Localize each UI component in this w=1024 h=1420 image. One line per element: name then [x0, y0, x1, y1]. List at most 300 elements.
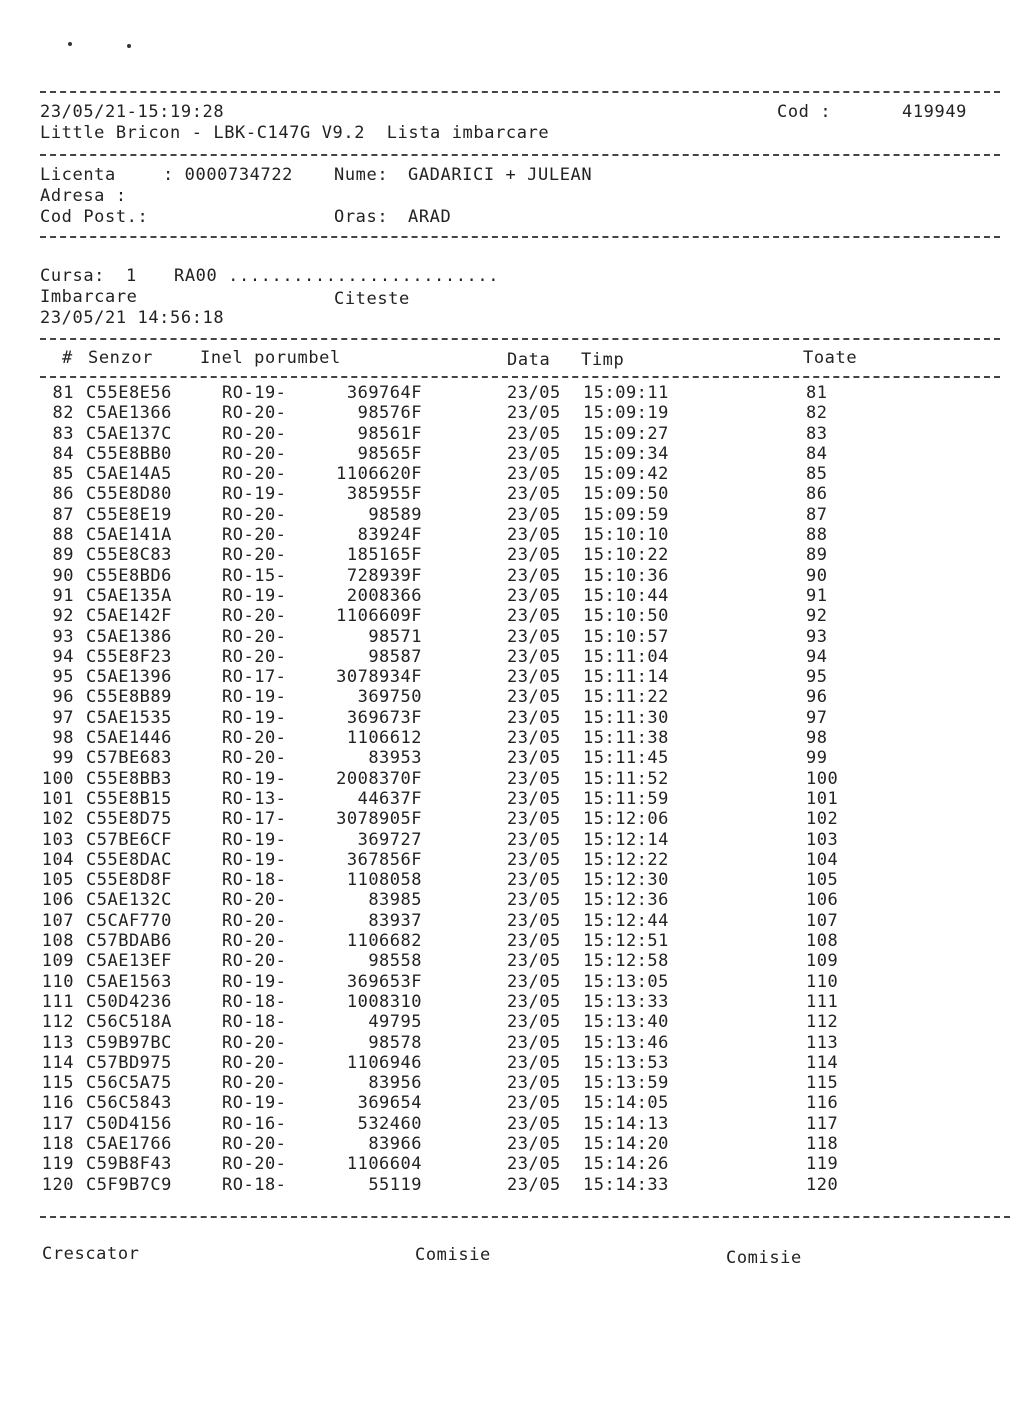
arrival-date: 23/05	[507, 1093, 561, 1114]
arrival-time: 15:11:14	[583, 667, 669, 688]
arrival-date: 23/05	[507, 525, 561, 546]
ring-prefix: RO-19-	[222, 768, 287, 789]
row-number: 114	[41, 1052, 74, 1073]
arrival-date: 23/05	[507, 626, 561, 647]
arrivals-table	[0, 383, 1024, 1195]
sensor-id: C55E8D8F	[86, 870, 172, 891]
arrival-time: 15:10:36	[583, 565, 669, 586]
signature-crescator-label: Crescator	[42, 1244, 140, 1264]
sensor-id: C57BD975	[86, 1052, 172, 1073]
arrival-time: 15:12:36	[583, 890, 669, 911]
ring-number: 83956	[368, 1073, 422, 1094]
table-row	[0, 566, 1024, 586]
sensor-id: C5F9B7C9	[86, 1174, 172, 1195]
arrival-date: 23/05	[507, 464, 561, 485]
imbarcare-label: Imbarcare	[40, 287, 138, 307]
arrival-date: 23/05	[507, 829, 561, 850]
ring-number: 728939F	[346, 565, 422, 586]
ring-number: 1106620F	[336, 464, 422, 485]
table-row	[0, 444, 1024, 464]
ring-number: 2008370F	[336, 768, 422, 789]
arrival-date: 23/05	[507, 545, 561, 566]
total-count: 104	[806, 849, 839, 870]
cursa-value: 1	[126, 266, 137, 286]
ring-prefix: RO-19-	[222, 829, 287, 850]
table-row	[0, 789, 1024, 809]
arrival-time: 15:12:06	[583, 809, 669, 830]
ring-prefix: RO-19-	[222, 383, 287, 403]
total-count: 113	[806, 1032, 839, 1053]
row-number: 86	[52, 484, 74, 505]
sensor-id: C57BE683	[86, 748, 172, 769]
ring-prefix: RO-19-	[222, 484, 287, 505]
table-row	[0, 769, 1024, 789]
arrival-time: 15:10:10	[583, 525, 669, 546]
ring-number: 83966	[368, 1133, 422, 1154]
ring-prefix: RO-20-	[222, 910, 287, 931]
ring-prefix: RO-20-	[222, 423, 287, 444]
arrival-date: 23/05	[507, 565, 561, 586]
cod-value: 419949	[902, 102, 968, 122]
licenta-value: : 0000734722	[163, 165, 294, 185]
total-count: 119	[806, 1154, 839, 1175]
total-count: 100	[806, 768, 839, 789]
arrival-time: 15:10:57	[583, 626, 669, 647]
ring-prefix: RO-20-	[222, 890, 287, 911]
row-number: 82	[52, 403, 74, 424]
arrival-date: 23/05	[507, 403, 561, 424]
arrival-time: 15:14:05	[583, 1093, 669, 1114]
total-count: 96	[806, 687, 828, 708]
ring-prefix: RO-20-	[222, 1154, 287, 1175]
total-count: 99	[806, 748, 828, 769]
row-number: 105	[41, 870, 74, 891]
arrival-time: 15:14:13	[583, 1113, 669, 1134]
total-count: 93	[806, 626, 828, 647]
ring-prefix: RO-17-	[222, 809, 287, 830]
arrival-time: 15:12:14	[583, 829, 669, 850]
arrival-time: 15:13:53	[583, 1052, 669, 1073]
ring-number: 369654	[357, 1093, 422, 1114]
ring-number: 369727	[357, 829, 422, 850]
divider-owner	[40, 236, 1000, 238]
sensor-id: C57BE6CF	[86, 829, 172, 850]
arrival-date: 23/05	[507, 788, 561, 809]
ring-number: 98565F	[357, 443, 422, 464]
ring-number: 369653F	[346, 971, 422, 992]
sensor-id: C55E8BB3	[86, 768, 172, 789]
arrival-time: 15:12:58	[583, 951, 669, 972]
sensor-id: C5AE1386	[86, 626, 172, 647]
arrival-date: 23/05	[507, 991, 561, 1012]
arrival-time: 15:11:52	[583, 768, 669, 789]
ring-prefix: RO-20-	[222, 931, 287, 952]
total-count: 90	[806, 565, 828, 586]
total-count: 83	[806, 423, 828, 444]
total-count: 95	[806, 667, 828, 688]
arrival-date: 23/05	[507, 484, 561, 505]
row-number: 111	[41, 991, 74, 1012]
ring-prefix: RO-19-	[222, 1093, 287, 1114]
column-header-timp: Timp	[581, 350, 625, 370]
table-row	[0, 525, 1024, 545]
total-count: 115	[806, 1073, 839, 1094]
total-count: 89	[806, 545, 828, 566]
total-count: 97	[806, 707, 828, 728]
arrival-time: 15:10:50	[583, 606, 669, 627]
table-row	[0, 728, 1024, 748]
sensor-id: C5AE141A	[86, 525, 172, 546]
ring-prefix: RO-19-	[222, 687, 287, 708]
row-number: 112	[41, 1012, 74, 1033]
ring-prefix: RO-18-	[222, 870, 287, 891]
sensor-id: C50D4156	[86, 1113, 172, 1134]
total-count: 118	[806, 1133, 839, 1154]
column-header-num: #	[62, 348, 73, 368]
ring-prefix: RO-20-	[222, 504, 287, 525]
ring-prefix: RO-18-	[222, 1012, 287, 1033]
table-row	[0, 1114, 1024, 1134]
ring-number: 98578	[368, 1032, 422, 1053]
table-row	[0, 667, 1024, 687]
signature-comisie-label-2: Comisie	[726, 1248, 802, 1268]
row-number: 103	[41, 829, 74, 850]
row-number: 88	[52, 525, 74, 546]
row-number: 109	[41, 951, 74, 972]
cod-label: Cod :	[777, 102, 832, 122]
sensor-id: C5AE1535	[86, 707, 172, 728]
total-count: 110	[806, 971, 839, 992]
ring-number: 83985	[368, 890, 422, 911]
sensor-id: C55E8B15	[86, 788, 172, 809]
document-title: Little Bricon - LBK-C147G V9.2 Lista imbarcare	[40, 123, 550, 143]
arrival-date: 23/05	[507, 1113, 561, 1134]
row-number: 102	[41, 809, 74, 830]
ring-number: 369764F	[346, 383, 422, 403]
arrival-time: 15:11:04	[583, 646, 669, 667]
arrival-date: 23/05	[507, 971, 561, 992]
arrival-date: 23/05	[507, 931, 561, 952]
speck-mark	[127, 44, 131, 48]
ring-prefix: RO-20-	[222, 1032, 287, 1053]
total-count: 112	[806, 1012, 839, 1033]
total-count: 82	[806, 403, 828, 424]
table-row	[0, 586, 1024, 606]
sensor-id: C5AE137C	[86, 423, 172, 444]
row-number: 93	[52, 626, 74, 647]
column-header-toate: Toate	[803, 348, 858, 368]
divider-header	[40, 154, 1000, 156]
ring-number: 3078934F	[336, 667, 422, 688]
table-row	[0, 931, 1024, 951]
sensor-id: C55E8B89	[86, 687, 172, 708]
arrival-date: 23/05	[507, 504, 561, 525]
sensor-id: C56C5A75	[86, 1073, 172, 1094]
ring-number: 2008366	[346, 585, 422, 606]
sensor-id: C5AE1366	[86, 403, 172, 424]
row-number: 113	[41, 1032, 74, 1053]
row-number: 95	[52, 667, 74, 688]
row-number: 107	[41, 910, 74, 931]
table-row	[0, 687, 1024, 707]
ring-number: 98558	[368, 951, 422, 972]
total-count: 92	[806, 606, 828, 627]
divider-race	[40, 338, 1000, 340]
row-number: 116	[41, 1093, 74, 1114]
arrival-time: 15:11:59	[583, 788, 669, 809]
sensor-id: C55E8D80	[86, 484, 172, 505]
row-number: 117	[41, 1113, 74, 1134]
arrival-date: 23/05	[507, 728, 561, 749]
ring-number: 98587	[368, 646, 422, 667]
ring-number: 369673F	[346, 707, 422, 728]
nume-label: Nume:	[334, 165, 389, 185]
table-row	[0, 424, 1024, 444]
row-number: 96	[52, 687, 74, 708]
row-number: 94	[52, 646, 74, 667]
arrival-time: 15:14:20	[583, 1133, 669, 1154]
row-number: 108	[41, 931, 74, 952]
table-row	[0, 748, 1024, 768]
sensor-id: C5AE142F	[86, 606, 172, 627]
column-header-inel: Inel porumbel	[200, 348, 341, 368]
table-row	[0, 606, 1024, 626]
ring-prefix: RO-20-	[222, 1052, 287, 1073]
row-number: 90	[52, 565, 74, 586]
row-number: 115	[41, 1073, 74, 1094]
arrival-date: 23/05	[507, 748, 561, 769]
ring-number: 1106682	[346, 931, 422, 952]
ring-prefix: RO-20-	[222, 728, 287, 749]
total-count: 101	[806, 788, 839, 809]
arrival-date: 23/05	[507, 383, 561, 403]
total-count: 116	[806, 1093, 839, 1114]
table-row	[0, 1012, 1024, 1032]
arrival-date: 23/05	[507, 849, 561, 870]
arrival-date: 23/05	[507, 910, 561, 931]
oras-label: Oras:	[334, 207, 389, 227]
sensor-id: C56C518A	[86, 1012, 172, 1033]
ring-number: 1008310	[346, 991, 422, 1012]
table-row	[0, 464, 1024, 484]
arrival-date: 23/05	[507, 1012, 561, 1033]
sensor-id: C5AE135A	[86, 585, 172, 606]
sensor-id: C59B97BC	[86, 1032, 172, 1053]
cursa-label: Cursa:	[40, 266, 106, 286]
codpost-label: Cod Post.:	[40, 207, 149, 227]
ring-prefix: RO-17-	[222, 667, 287, 688]
ring-prefix: RO-15-	[222, 565, 287, 586]
arrival-time: 15:13:40	[583, 1012, 669, 1033]
arrival-date: 23/05	[507, 1154, 561, 1175]
sensor-id: C56C5843	[86, 1093, 172, 1114]
total-count: 91	[806, 585, 828, 606]
arrival-date: 23/05	[507, 1073, 561, 1094]
ring-number: 98576F	[357, 403, 422, 424]
arrival-date: 23/05	[507, 1133, 561, 1154]
arrival-time: 15:09:27	[583, 423, 669, 444]
arrival-time: 15:13:33	[583, 991, 669, 1012]
table-row	[0, 992, 1024, 1012]
sensor-id: C55E8E19	[86, 504, 172, 525]
ring-number: 83924F	[357, 525, 422, 546]
arrival-date: 23/05	[507, 870, 561, 891]
table-row	[0, 403, 1024, 423]
total-count: 111	[806, 991, 839, 1012]
total-count: 88	[806, 525, 828, 546]
column-header-senzor: Senzor	[88, 348, 154, 368]
table-row	[0, 1033, 1024, 1053]
ring-prefix: RO-20-	[222, 525, 287, 546]
arrival-time: 15:10:22	[583, 545, 669, 566]
arrival-date: 23/05	[507, 1174, 561, 1195]
table-row	[0, 972, 1024, 992]
arrival-date: 23/05	[507, 768, 561, 789]
sensor-id: C55E8C83	[86, 545, 172, 566]
ring-prefix: RO-20-	[222, 403, 287, 424]
sensor-id: C5CAF770	[86, 910, 172, 931]
arrival-time: 15:13:46	[583, 1032, 669, 1053]
total-count: 87	[806, 504, 828, 525]
ring-prefix: RO-20-	[222, 545, 287, 566]
imbarcare-datetime: 23/05/21 14:56:18	[40, 308, 225, 328]
row-number: 100	[41, 768, 74, 789]
arrival-date: 23/05	[507, 1052, 561, 1073]
sensor-id: C50D4236	[86, 991, 172, 1012]
sensor-id: C55E8BD6	[86, 565, 172, 586]
ring-number: 1106612	[346, 728, 422, 749]
arrival-time: 15:12:44	[583, 910, 669, 931]
row-number: 89	[52, 545, 74, 566]
table-row	[0, 484, 1024, 504]
ring-prefix: RO-20-	[222, 443, 287, 464]
row-number: 92	[52, 606, 74, 627]
ring-prefix: RO-16-	[222, 1113, 287, 1134]
table-row	[0, 1134, 1024, 1154]
table-row	[0, 545, 1024, 565]
ring-number: 98589	[368, 504, 422, 525]
ring-prefix: RO-20-	[222, 464, 287, 485]
table-row	[0, 1093, 1024, 1113]
total-count: 98	[806, 728, 828, 749]
row-number: 81	[52, 383, 74, 403]
arrival-date: 23/05	[507, 667, 561, 688]
arrival-date: 23/05	[507, 606, 561, 627]
arrival-time: 15:14:33	[583, 1174, 669, 1195]
ring-prefix: RO-19-	[222, 585, 287, 606]
sensor-id: C5AE1766	[86, 1133, 172, 1154]
ring-number: 44637F	[357, 788, 422, 809]
sensor-id: C55E8F23	[86, 646, 172, 667]
ring-number: 49795	[368, 1012, 422, 1033]
row-number: 118	[41, 1133, 74, 1154]
ring-prefix: RO-18-	[222, 1174, 287, 1195]
row-number: 87	[52, 504, 74, 525]
citeste-label: Citeste	[334, 289, 410, 309]
row-number: 104	[41, 849, 74, 870]
total-count: 114	[806, 1052, 839, 1073]
arrival-time: 15:09:19	[583, 403, 669, 424]
ring-number: 532460	[357, 1113, 422, 1134]
table-row	[0, 830, 1024, 850]
ring-prefix: RO-19-	[222, 707, 287, 728]
ring-number: 1106604	[346, 1154, 422, 1175]
arrival-date: 23/05	[507, 707, 561, 728]
total-count: 81	[806, 383, 828, 403]
sensor-id: C55E8E56	[86, 383, 172, 403]
total-count: 107	[806, 910, 839, 931]
ring-number: 185165F	[346, 545, 422, 566]
sensor-id: C55E8D75	[86, 809, 172, 830]
table-row	[0, 809, 1024, 829]
ring-prefix: RO-20-	[222, 646, 287, 667]
row-number: 98	[52, 728, 74, 749]
arrival-date: 23/05	[507, 423, 561, 444]
arrival-time: 15:09:11	[583, 383, 669, 403]
row-number: 97	[52, 707, 74, 728]
table-row	[0, 890, 1024, 910]
ring-number: 1106946	[346, 1052, 422, 1073]
arrival-time: 15:12:22	[583, 849, 669, 870]
table-row	[0, 850, 1024, 870]
ring-number: 385955F	[346, 484, 422, 505]
ring-number: 98571	[368, 626, 422, 647]
row-number: 83	[52, 423, 74, 444]
table-row	[0, 647, 1024, 667]
table-row	[0, 627, 1024, 647]
total-count: 84	[806, 443, 828, 464]
arrival-time: 15:13:05	[583, 971, 669, 992]
ring-number: 3078905F	[336, 809, 422, 830]
ring-prefix: RO-20-	[222, 626, 287, 647]
arrival-time: 15:09:42	[583, 464, 669, 485]
ring-number: 98561F	[357, 423, 422, 444]
table-row	[0, 383, 1024, 403]
ring-number: 55119	[368, 1174, 422, 1195]
sensor-id: C5AE132C	[86, 890, 172, 911]
table-row	[0, 911, 1024, 931]
arrival-date: 23/05	[507, 646, 561, 667]
arrival-time: 15:11:22	[583, 687, 669, 708]
arrival-time: 15:09:59	[583, 504, 669, 525]
row-number: 91	[52, 585, 74, 606]
arrival-time: 15:11:38	[583, 728, 669, 749]
total-count: 105	[806, 870, 839, 891]
sensor-id: C5AE1446	[86, 728, 172, 749]
total-count: 117	[806, 1113, 839, 1134]
total-count: 103	[806, 829, 839, 850]
total-count: 102	[806, 809, 839, 830]
oras-value: ARAD	[408, 207, 452, 227]
ring-prefix: RO-20-	[222, 1133, 287, 1154]
ring-prefix: RO-19-	[222, 849, 287, 870]
arrival-date: 23/05	[507, 585, 561, 606]
nume-value: GADARICI + JULEAN	[408, 165, 593, 185]
ring-prefix: RO-20-	[222, 951, 287, 972]
arrival-time: 15:11:45	[583, 748, 669, 769]
ring-number: 83953	[368, 748, 422, 769]
total-count: 86	[806, 484, 828, 505]
arrival-time: 15:11:30	[583, 707, 669, 728]
total-count: 106	[806, 890, 839, 911]
table-row	[0, 870, 1024, 890]
adresa-label: Adresa :	[40, 186, 127, 206]
sensor-id: C55E8DAC	[86, 849, 172, 870]
row-number: 101	[41, 788, 74, 809]
sensor-id: C5AE1396	[86, 667, 172, 688]
signature-comisie-label-1: Comisie	[415, 1245, 491, 1265]
arrival-time: 15:09:50	[583, 484, 669, 505]
